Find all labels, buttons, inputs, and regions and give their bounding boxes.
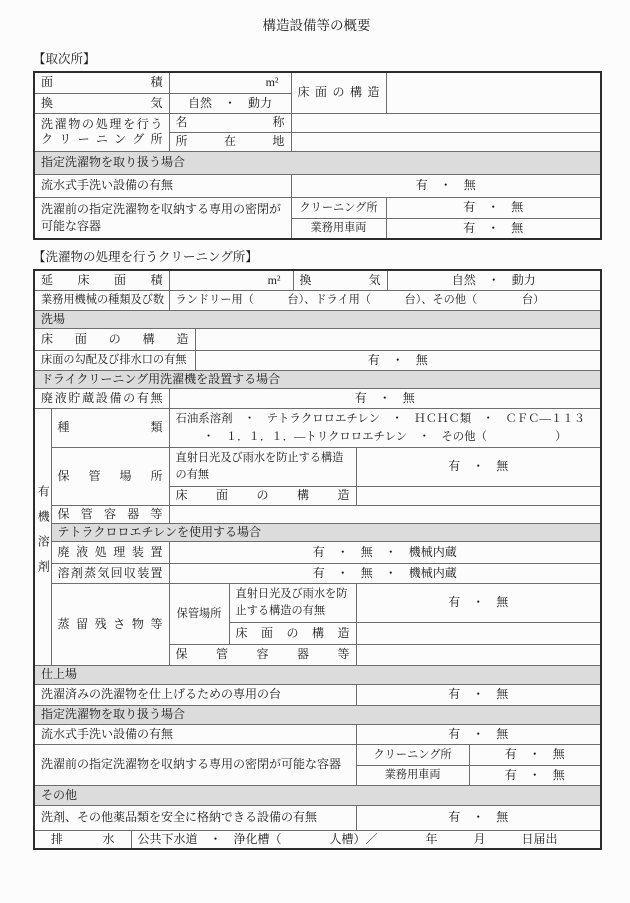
drainage-detail: 公共下水道 ・ 浄化槽（ 人槽）／ 年 月 日届出 [131,830,601,849]
drainage-label: 排 水 [34,830,131,849]
others-header: その他 [34,785,601,805]
ventilation2-label: 換 気 [293,270,387,290]
finishing-area-header: 仕上場 [34,665,601,684]
floor-slope-label: 床面の勾配及び排水口の有無 [34,350,195,370]
agency-area-row [34,72,601,93]
distillation-residue-label: 蒸 留 残 さ 物 等 [51,583,169,665]
organic-solvent-vertical-text: 有機溶剤 [36,484,51,585]
cleaning-shop-label: クリーニング所 [291,197,386,218]
vapor-recovery-choice: 有 ・ 無 ・ 機械内蔵 [169,563,601,583]
chemical-storage-label: 洗剤、その他薬品類を安全に格納できる設備の有無 [34,805,356,830]
ventilation2-options: 自然 ・ 動力 [387,270,601,290]
residue-storage-container-value-cell [356,644,601,665]
storage-container-value-cell [169,505,601,523]
solvent-options [169,408,601,447]
running-water-choice2: 有 ・ 無 [356,724,601,744]
area-unit: m² [169,72,291,93]
tetra-section-row [34,523,601,541]
washing-floor-structure-label: 床面の構造 [34,328,195,350]
solvent-type-row [34,408,601,447]
business-vehicle-label: 業務用車両 [291,218,386,239]
residue-floor-structure-value-cell [356,622,601,644]
waste-treatment-row [34,541,601,563]
running-water-label: 流水式手洗い設備の有無 [34,174,291,197]
others-section-row [34,785,601,805]
chemical-storage-choice: 有 ・ 無 [356,805,601,830]
waste-treatment-label: 廃 液 処 理 装 置 [51,541,169,563]
document-title: 構造設備等の概要 [262,18,371,33]
storage-floor-structure-value-cell [356,486,601,505]
solvent-options-line1: 石油系溶剤 ・ テトラクロロエチレン ・ ＨＣＨＣ類 ・ ＣＦＣ―１１３ [175,412,586,425]
sealed-container-label: 洗濯前の指定洗濯物を収納する専用の密閉が可能な容器 [34,197,291,239]
section-heading-agency: 【取次所】 [33,52,96,66]
residue-floor-structure-label: 床面の構造 [229,622,356,644]
vapor-recovery-row [34,563,601,583]
laundry-facility-label [34,113,169,151]
area-label: 面 積 [34,72,169,93]
running-water-label2: 流水式手洗い設備の有無 [34,724,356,744]
floor-area-row [34,270,601,290]
distillation-row1 [34,583,601,622]
dry-cleaning-case-header: ドライクリーニング用洗濯機を設置する場合 [34,370,601,388]
washing-area-header: 洗場 [34,310,601,328]
storage-container-row [34,505,601,523]
residue-sunlight-rain-label: 直射日光及び雨水を防止する構造の有無 [229,583,356,622]
storage-floor-structure-label: 床面の構造 [169,486,356,505]
dry-cleaning-section-row [34,370,601,388]
total-floor-area-unit: m² [169,270,293,290]
machines-label: 業務用機械の種類及び数 [34,290,169,310]
washing-floor-structure-value-cell [195,328,601,350]
floor-slope-row [34,350,601,370]
cleaning-shop-choice2: 有 ・ 無 [469,744,601,765]
business-vehicle-label2: 業務用車両 [356,765,469,785]
cleaning-shop-label2: クリーニング所 [356,744,469,765]
chemical-storage-row [34,805,601,830]
laundry-facility-label-line2: クリーニング所 [41,132,163,146]
designated-case-header: 指定洗濯物を取り扱う場合 [34,151,601,174]
finishing-table-label: 洗濯済みの洗濯物を仕上げるための専用の台 [34,684,356,705]
storage-container-label: 保 管 容 器 等 [51,505,169,523]
waste-treatment-choice: 有 ・ 無 ・ 機械内蔵 [169,541,601,563]
laundry-facility-label-line1: 洗濯物の処理を行う [41,117,163,131]
sealed-container-row1 [34,744,601,765]
finishing-table-choice: 有 ・ 無 [356,684,601,705]
sunlight-rain-choice: 有 ・ 無 [356,447,601,486]
cleaning-table [33,269,602,850]
business-vehicle-choice: 有 ・ 無 [386,218,601,239]
running-water-choice: 有 ・ 無 [291,174,601,197]
sealed-container-label2: 洗濯前の指定洗濯物を収納する専用の密閉が可能な容器 [34,744,356,785]
finishing-section-row [34,665,601,684]
agency-table [33,71,602,240]
agency-sealed-container-row1 [34,197,601,218]
organic-solvent-label [34,408,51,665]
finishing-table-row [34,684,601,705]
waste-storage-label: 廃液貯蔵設備の有無 [34,388,169,408]
business-vehicle-choice2: 有 ・ 無 [469,765,601,785]
floor-structure-value-cell [386,72,601,113]
waste-storage-row [34,388,601,408]
floor-structure-label: 床面の構造 [291,72,386,113]
running-water-row2 [34,724,601,744]
solvent-options-line2: ・ １．１．１．―トリクロロエチレン ・ その他（ ） [202,430,567,443]
agency-running-water-row [34,174,601,197]
tetra-case-header: テトラクロロエチレンを使用する場合 [51,523,601,541]
ventilation-label: 換 気 [34,93,169,113]
facility-name-label: 名 称 [169,113,291,132]
washing-floor-structure-row [34,328,601,350]
agency-facility-name-row [34,113,601,132]
facility-name-value-cell [291,113,601,132]
drainage-row [34,830,601,849]
storage-place-label: 保 管 場 所 [51,447,169,505]
vapor-recovery-label: 溶剤蒸気回収装置 [51,563,169,583]
machines-row [34,290,601,310]
washing-area-section-row [34,310,601,328]
sunlight-rain-label: 直射日光及び雨水を防止する構造の有無 [169,447,356,486]
section-heading-cleaning: 【洗濯物の処理を行うクリーニング所】 [33,250,258,264]
facility-address-value-cell [291,132,601,151]
agency-designated-section-row [34,151,601,174]
floor-slope-choice: 有 ・ 無 [195,350,601,370]
storage-place-row1 [34,447,601,486]
residue-storage-container-label: 保 管 容 器 等 [169,644,356,665]
ventilation-options: 自然 ・ 動力 [169,93,291,113]
residue-storage-place-label: 保管場所 [169,583,229,644]
total-floor-area-label: 延 床 面 積 [34,270,169,290]
designated-section-row2 [34,705,601,724]
cleaning-shop-choice: 有 ・ 無 [386,197,601,218]
solvent-type-label: 種 類 [51,408,169,447]
designated-case-header2: 指定洗濯物を取り扱う場合 [34,705,601,724]
waste-storage-choice: 有 ・ 無 [169,388,601,408]
residue-sunlight-rain-choice: 有 ・ 無 [356,583,601,622]
machines-detail: ランドリー用（ 台）、ドライ用（ 台）、その他（ 台） [169,290,601,310]
facility-address-label: 所 在 地 [169,132,291,151]
